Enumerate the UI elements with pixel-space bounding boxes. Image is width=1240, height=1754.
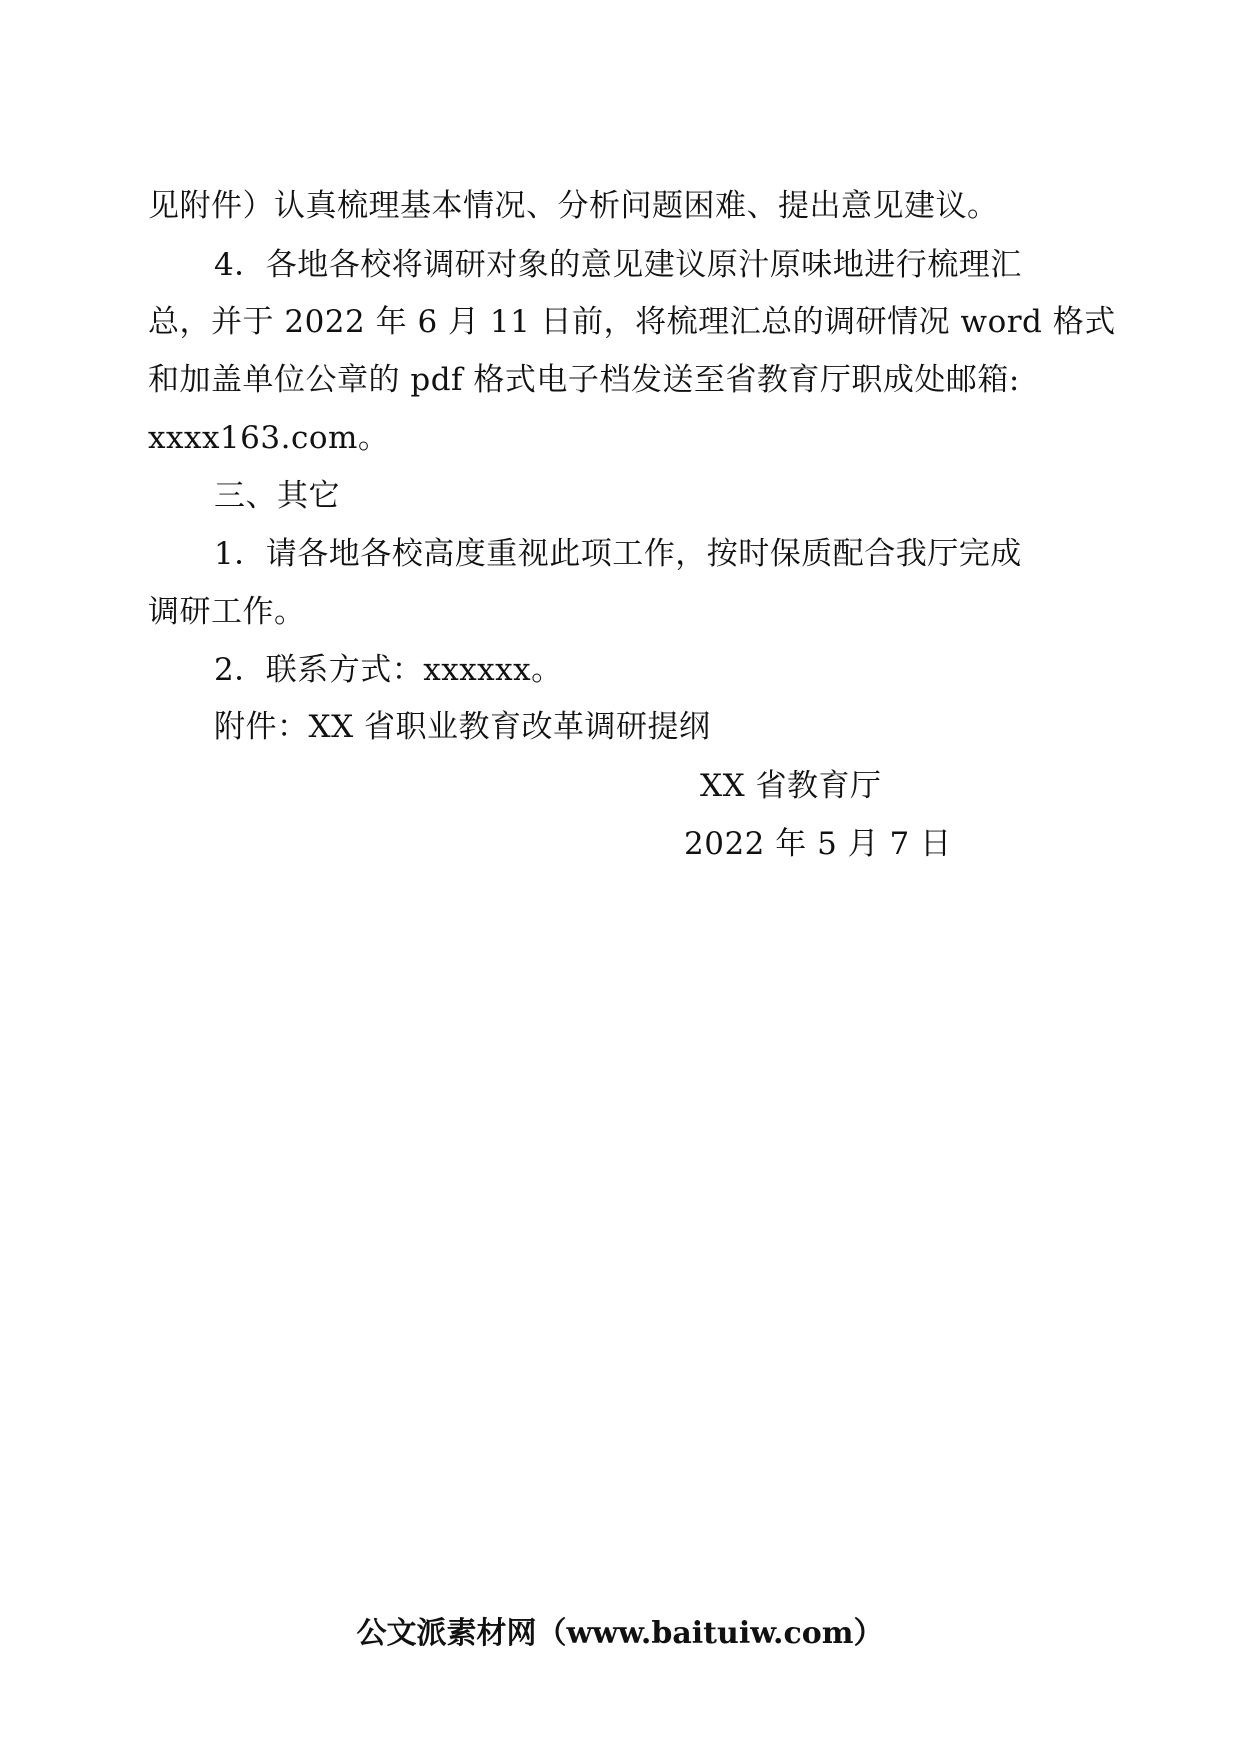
signature-date: 2022 年 5 月 7 日 — [684, 826, 952, 862]
section-3-item-2: 2．联系方式：xxxxxx。 — [214, 652, 563, 688]
signature-org: XX 省教育厅 — [700, 768, 882, 804]
section-3-item-1-line-2: 调研工作。 — [148, 594, 306, 630]
item-4-line-2: 总，并于 2022 年 6 月 11 日前，将梳理汇总的调研情况 word 格式 — [148, 304, 1116, 340]
item-4-line-4: xxxx163.com。 — [148, 420, 390, 456]
section-3-item-1-line-1: 1．请各地各校高度重视此项工作，按时保质配合我厅完成 — [214, 536, 1022, 572]
section-3-heading: 三、其它 — [214, 478, 340, 514]
attachment-line: 附件：XX 省职业教育改革调研提纲 — [214, 709, 711, 745]
paragraph-continuation: 见附件）认真梳理基本情况、分析问题困难、提出意见建议。 — [148, 188, 999, 224]
item-4-line-3: 和加盖单位公章的 pdf 格式电子档发送至省教育厅职成处邮箱: — [148, 362, 1020, 398]
item-4-line-1: 4．各地各校将调研对象的意见建议原汁原味地进行梳理汇 — [214, 247, 1022, 283]
footer-watermark: 公文派素材网（www.baituiw.com） — [356, 1616, 884, 1651]
